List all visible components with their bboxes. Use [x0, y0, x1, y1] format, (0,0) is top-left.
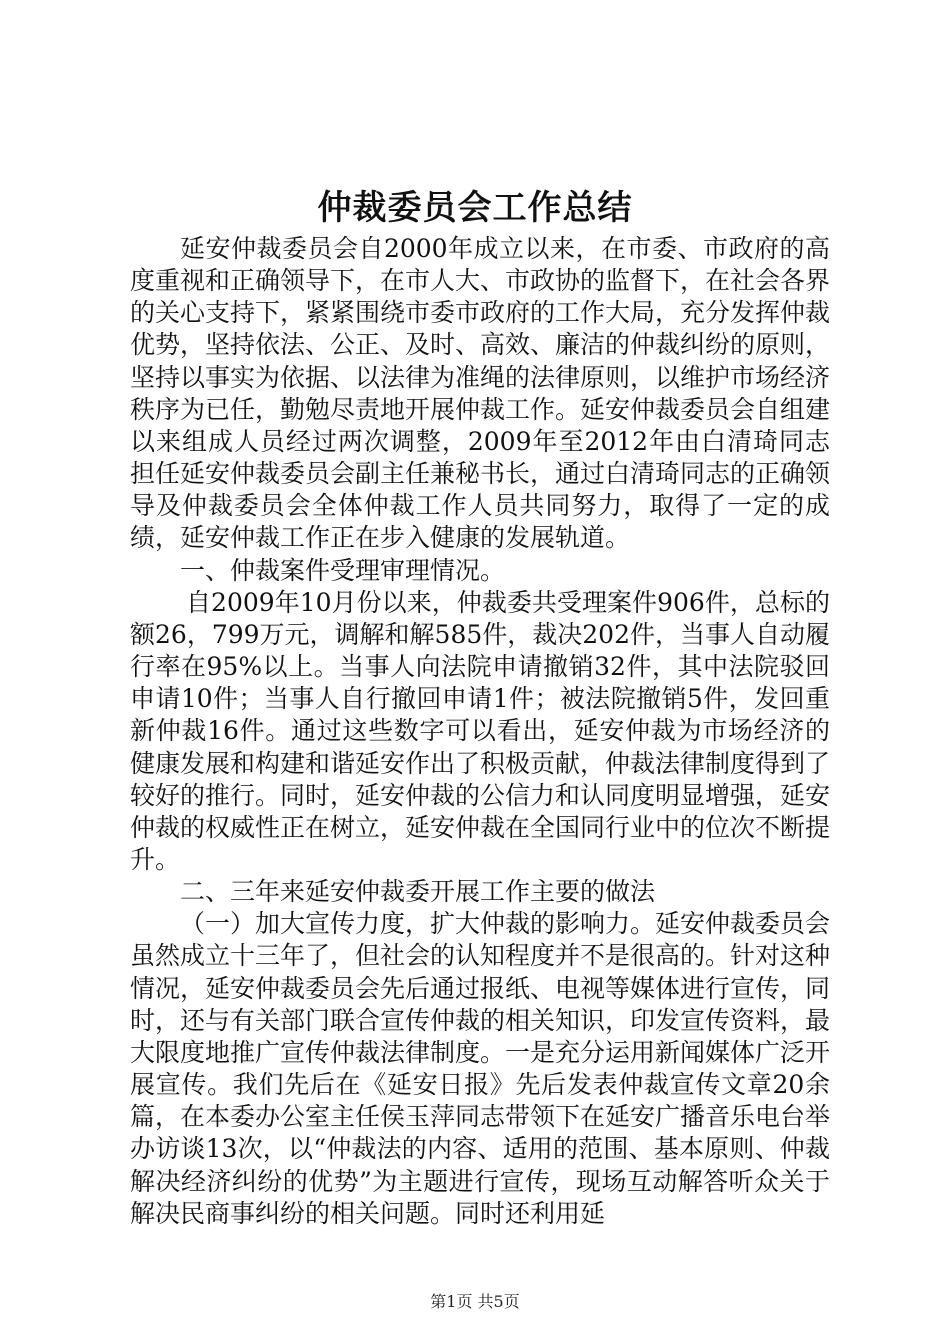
document-body — [130, 233, 830, 1230]
section-heading-main-practices: 二、三年来延安仲裁委开展工作主要的做法 — [180, 877, 656, 907]
case-statistics-paragraph: 自2009年10月份以来，仲裁委共受理案件906件，总标的额26，799万元，调解和解585件，裁决202件，当事人自动履行率在95%以上。当事人向法院申请撤销32件，其中法院驳回申请10件；当事人自行撤回申请1件；被法院撤销5件，发回重新仲裁16件。通过这些数字可以看出，延安仲裁为市场经济的健康发展和构建和谐延安作出了积极贡献，仲裁法律制度得到了较好的推行。同时，延安仲裁的公信力和认同度明显增强，延安仲裁的权威性正在树立，延安仲裁在全国同行业中的位次不断提升。 — [130, 587, 831, 874]
section-heading-case-acceptance: 一、仲裁案件受理审理情况。 — [180, 555, 506, 585]
document-title: 仲裁委员会工作总结 — [317, 188, 633, 228]
publicity-paragraph: （一）加大宣传力度，扩大仲裁的影响力。延安仲裁委员会虽然成立十三年了，但社会的认知程度并不是很高的。针对这种情况，延安仲裁委员会先后通过报纸、电视等媒体进行宣传，同时，还与有关部门联合宣传仲裁的相关知识，印发宣传资料，最大限度地推广宣传仲裁法律制度。一是充分运用新闻媒体广泛开展宣传。我们先后在《延安日报》先后发表仲裁宣传文章20余篇，在本委办公室主任侯玉萍同志带领下在延安广播音乐电台举办访谈13次，以“仲裁法的内容、适用的范围、基本原则、仲裁解决经济纠纷的优势”为主题进行宣传，现场互动解答听众关于解决民商事纠纷的相关问题。同时还利用延 — [130, 909, 831, 1228]
page-footer: 第1页 共5页 — [430, 1292, 520, 1311]
intro-paragraph: 延安仲裁委员会自2000年成立以来，在市委、市政府的高度重视和正确领导下，在市人大、市政协的监督下，在社会各界的关心支持下，紧紧围绕市委市政府的工作大局，充分发挥仲裁优势，坚持依法、公正、及时、高效、廉洁的仲裁纠纷的原则，坚持以事实为依据、以法律为准绳的法律原则，以维护市场经济秩序为已任，勤勉尽责地开展仲裁工作。延安仲裁委员会自组建以来组成人员经过两次调整，2009年至2012年由白清琦同志担任延安仲裁委员会副主任兼秘书长，通过白清琦同志的正确领导及仲裁委员会全体仲裁工作人员共同努力，取得了一定的成绩，延安仲裁工作正在步入健康的发展轨道。 — [130, 234, 831, 553]
